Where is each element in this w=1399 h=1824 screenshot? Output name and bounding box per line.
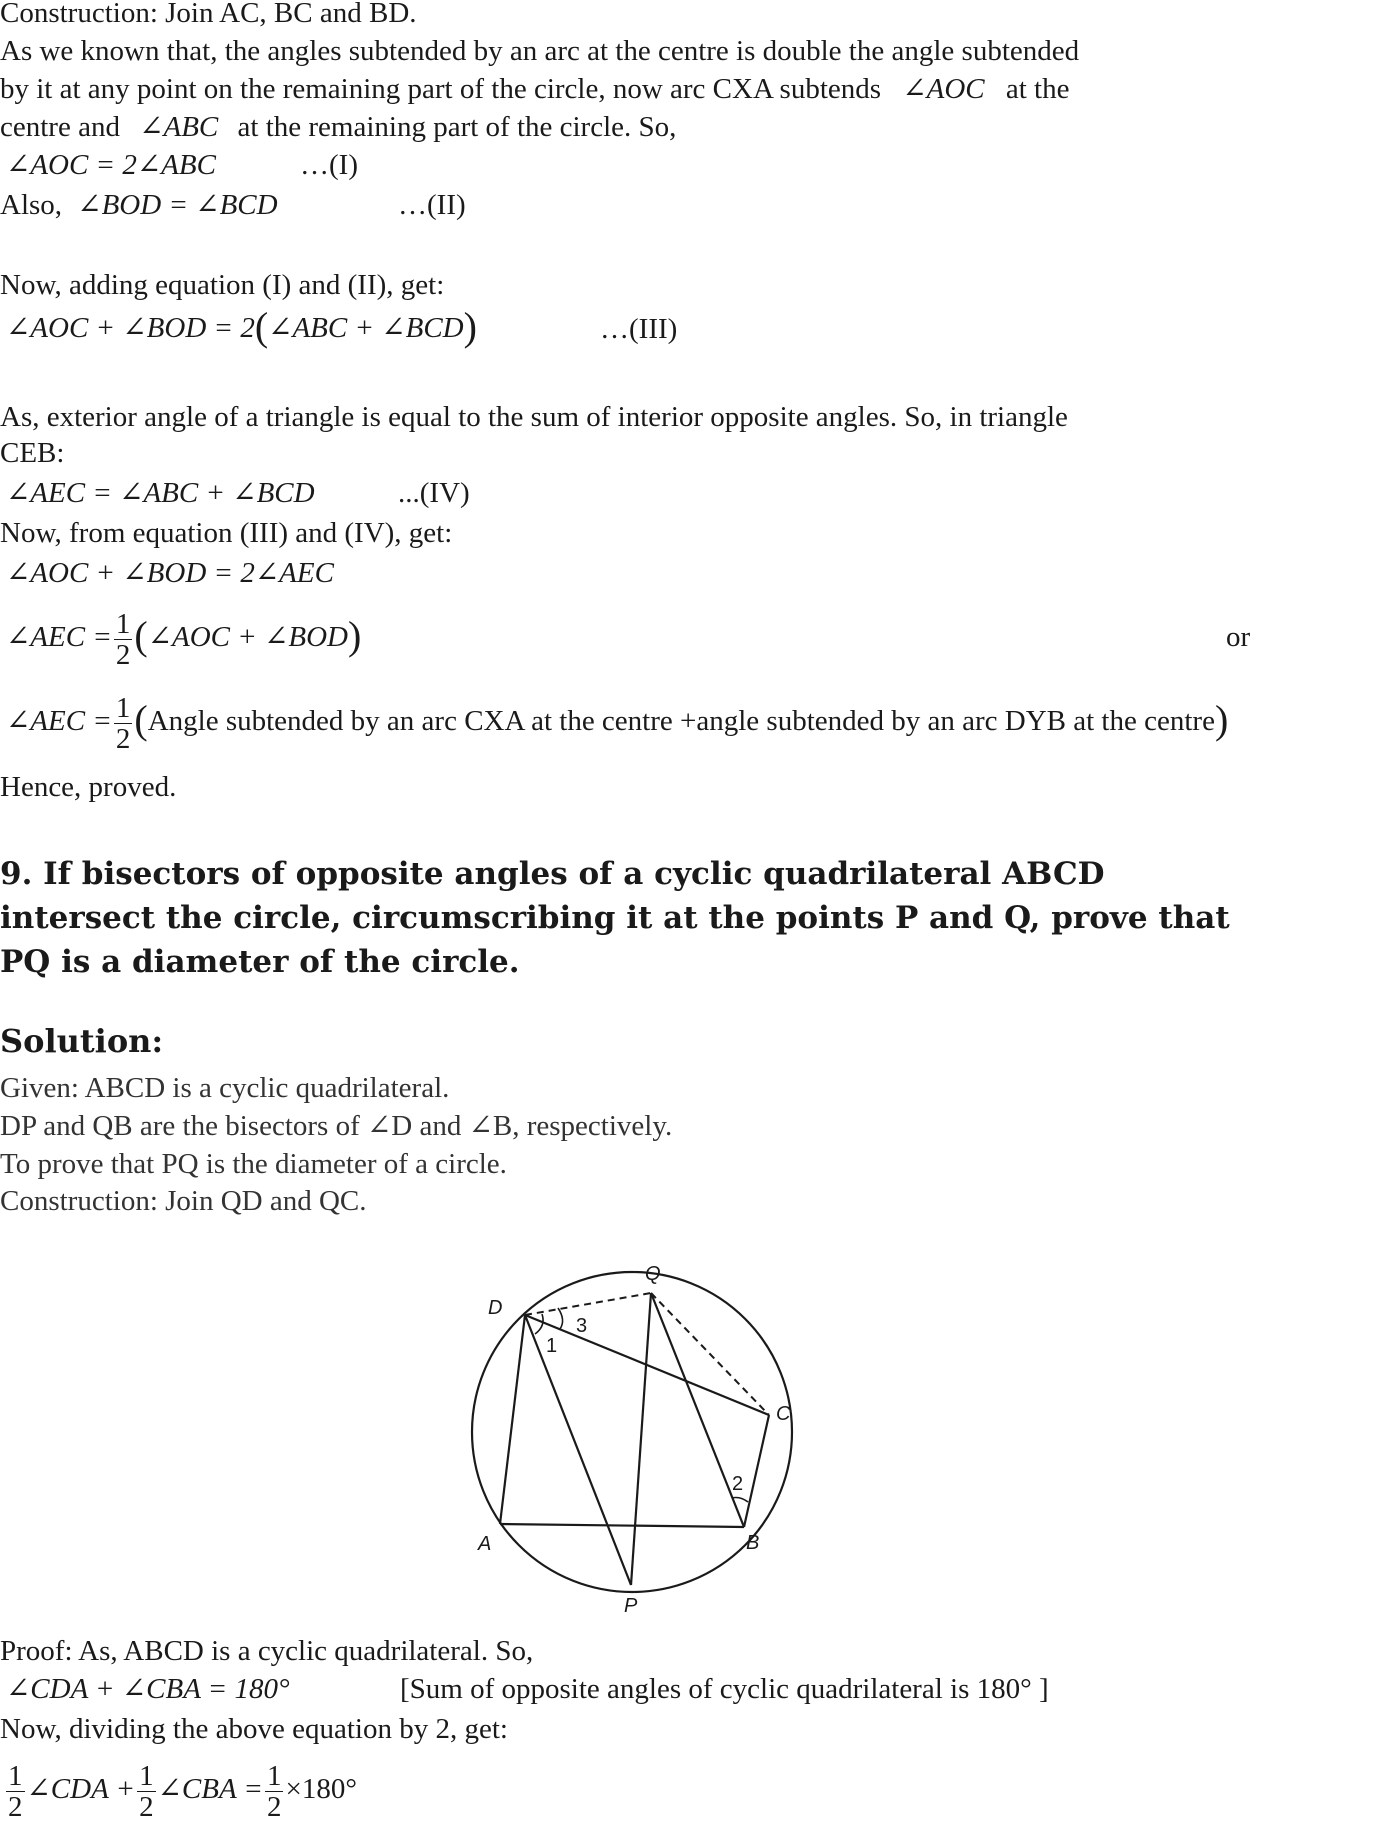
- equation-tag: ...(IV): [398, 477, 470, 509]
- fraction-numerator: 1: [115, 691, 131, 724]
- given-line: Given: ABCD is a cyclic quadrilateral.: [0, 1072, 450, 1104]
- text-span: Also,: [0, 189, 63, 221]
- side-ab: [500, 1524, 744, 1527]
- text-span: at the remaining part of the circle. So,: [237, 111, 677, 143]
- fraction-denominator: 2: [115, 638, 131, 671]
- equation-body: ∠CBA =: [157, 1773, 263, 1805]
- bisectors-line: DP and QB are the bisectors of ∠D and ∠B, respectively.: [0, 1110, 673, 1142]
- question-9: 9. If bisectors of opposite angles of a cyclic quadrilateral ABCD intersect the circle, circumscribing it at the points P and Q, prove that PQ is a diameter of the circle.: [0, 856, 1230, 980]
- equation-body: Angle subtended by an arc CXA at the centre +angle subtended by an arc DYB at the centre: [147, 705, 1215, 737]
- segment-pq: [631, 1293, 651, 1585]
- bisector-dp: [525, 1315, 631, 1585]
- construction-qc: [651, 1293, 769, 1415]
- paren-open: (: [134, 613, 148, 658]
- label-a: A: [478, 1533, 492, 1555]
- fraction-half: [6, 1761, 25, 1822]
- equation-3: [6, 304, 678, 349]
- paragraph-line: CEB:: [0, 437, 65, 469]
- fraction-half: [265, 1761, 284, 1822]
- equation-reason: [Sum of opposite angles of cyclic quadrilateral is 180° ]: [400, 1673, 1049, 1705]
- side-bc: [744, 1415, 769, 1527]
- fraction-denominator: 2: [8, 1790, 23, 1823]
- angle-term: ∠ABC: [139, 111, 219, 143]
- equation-body: ∠BOD = ∠BCD: [77, 189, 278, 221]
- equation-body: ×180°: [285, 1773, 357, 1805]
- equation-7: [6, 690, 1228, 754]
- paren-open: (: [134, 697, 148, 742]
- label-d: D: [488, 1297, 503, 1319]
- equation-2: [0, 188, 466, 222]
- fraction-denominator: 2: [139, 1790, 154, 1823]
- fraction-numerator: 1: [115, 607, 131, 640]
- side-da: [500, 1315, 525, 1524]
- angle-term: ∠AOC: [902, 73, 985, 105]
- paren-close: ): [348, 613, 362, 658]
- text-span: by it at any point on the remaining part of the circle, now arc CXA subtends: [0, 73, 882, 105]
- equation-body: ∠ABC + ∠BCD: [268, 312, 464, 344]
- equation-body: ∠AEC =: [6, 621, 112, 653]
- fraction-denominator: 2: [115, 722, 131, 755]
- angle-arc-3: [558, 1308, 563, 1329]
- equation-tag: …(II): [398, 189, 466, 221]
- equation-body: ∠AEC =: [6, 705, 112, 737]
- construction-line: Construction: Join QD and QC.: [0, 1185, 367, 1217]
- paragraph-line: As, exterior angle of a triangle is equal to the sum of interior opposite angles. So, in triangle: [0, 401, 1068, 433]
- equation-tag: …(I): [300, 149, 358, 181]
- paragraph-line: [0, 72, 1069, 106]
- label-angle-3: 3: [576, 1315, 588, 1337]
- fraction-half: [137, 1761, 156, 1822]
- text-span: at the: [1005, 73, 1070, 105]
- solution-title: Solution:: [0, 1022, 164, 1060]
- equation-body: ∠AOC + ∠BOD: [147, 621, 348, 653]
- construction-qd: [525, 1293, 651, 1315]
- equation-4: [6, 476, 470, 510]
- label-c: C: [776, 1403, 791, 1425]
- dividing-line: Now, dividing the above equation by 2, get:: [0, 1713, 508, 1745]
- fraction-half: [114, 693, 133, 754]
- angle-arc-1: [535, 1314, 543, 1334]
- paragraph-line: Now, adding equation (I) and (II), get:: [0, 269, 445, 301]
- equation-body: ∠AEC = ∠ABC + ∠BCD: [6, 477, 315, 509]
- bisector-qb: [651, 1293, 744, 1527]
- equation-tag: …(III): [600, 313, 678, 345]
- fraction-numerator: 1: [266, 1759, 282, 1792]
- to-prove-line: To prove that PQ is the diameter of a circle.: [0, 1148, 507, 1180]
- paragraph-line: [0, 110, 676, 144]
- text-span: centre and: [0, 111, 120, 143]
- equation-body: ∠AOC + ∠BOD = 2∠AEC: [6, 557, 334, 589]
- circumcircle: [472, 1272, 792, 1592]
- paragraph-line: Now, from equation (III) and (IV), get:: [0, 517, 453, 549]
- hence-proved: Hence, proved.: [0, 771, 177, 803]
- fraction-numerator: 1: [8, 1759, 23, 1792]
- paren-open: (: [254, 304, 269, 349]
- equation-body: ∠CDA + ∠CBA = 180°: [6, 1673, 290, 1705]
- label-q: Q: [645, 1263, 661, 1285]
- fraction-denominator: 2: [266, 1790, 282, 1823]
- paren-close: ): [463, 304, 477, 349]
- equation-body: ∠AOC + ∠BOD = 2: [6, 312, 255, 344]
- or-text: or: [1226, 621, 1251, 653]
- paragraph-line: As we known that, the angles subtended by an arc at the centre is double the angle subtended: [0, 35, 1080, 67]
- equation-5: [6, 556, 334, 590]
- fraction-numerator: 1: [139, 1759, 154, 1792]
- label-p: P: [624, 1595, 638, 1617]
- equation-1: [6, 148, 358, 182]
- construction-line: Construction: Join AC, BC and BD.: [0, 0, 417, 29]
- label-b: B: [746, 1532, 760, 1554]
- label-angle-1: 1: [546, 1335, 558, 1357]
- proof-line: Proof: As, ABCD is a cyclic quadrilateral. So,: [0, 1635, 534, 1667]
- cyclic-quadrilateral-figure: [450, 1250, 820, 1630]
- equation-6: [6, 606, 361, 670]
- label-angle-2: 2: [732, 1473, 744, 1495]
- fraction-half: [114, 609, 133, 670]
- paren-close: ): [1214, 697, 1229, 742]
- equation-body: ∠CDA +: [26, 1773, 136, 1805]
- equation-9: [4, 1758, 357, 1822]
- equation-body: ∠AOC = 2∠ABC: [6, 149, 216, 181]
- equation-8: [6, 1672, 1049, 1706]
